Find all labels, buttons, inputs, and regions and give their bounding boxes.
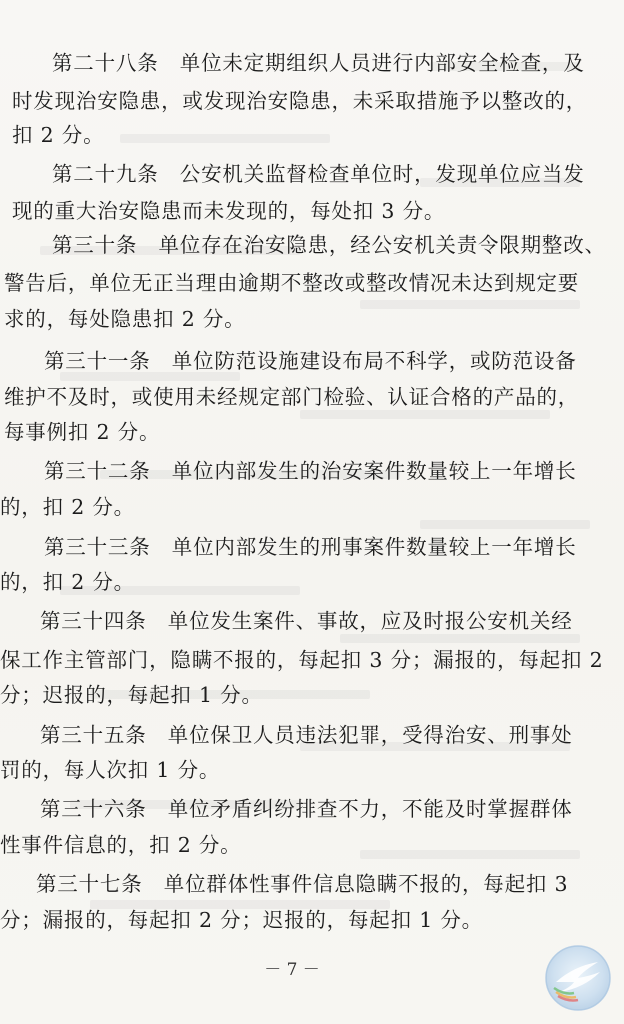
article-29-line-1: 第二十九条 公安机关监督检查单位时，发现单位应当发 [52, 162, 585, 186]
article-30-line-2: 警告后，单位无正当理由逾期不整改或整改情况未达到规定要 [4, 271, 580, 295]
article-37-line-1: 第三十七条 单位群体性事件信息隐瞒不报的，每起扣 3 [36, 872, 569, 896]
article-30-line-3: 求的，每处隐患扣 2 分。 [4, 307, 246, 331]
article-30-line-1: 第三十条 单位存在治安隐患，经公安机关责令限期整改、 [52, 233, 606, 257]
article-36-line-2: 性事件信息的，扣 2 分。 [0, 833, 242, 857]
article-28-line-2: 时发现治安隐患，或发现治安隐患，未采取措施予以整改的， [12, 89, 588, 113]
article-28-line-3: 扣 2 分。 [12, 123, 105, 147]
article-34-line-1: 第三十四条 单位发生案件、事故，应及时报公安机关经 [40, 609, 573, 633]
page-number: － 7 － [264, 960, 320, 980]
logo-watermark-icon [538, 942, 614, 1018]
article-31-line-3: 每事例扣 2 分。 [4, 420, 161, 444]
article-28-line-1: 第二十八条 单位未定期组织人员进行内部安全检查，及 [52, 51, 585, 75]
article-31-line-2: 维护不及时，或使用未经规定部门检验、认证合格的产品的， [4, 385, 580, 409]
article-36-line-1: 第三十六条 单位矛盾纠纷排查不力，不能及时掌握群体 [40, 797, 573, 821]
article-35-line-1: 第三十五条 单位保卫人员违法犯罪，受得治安、刑事处 [40, 723, 573, 747]
article-32-line-1: 第三十二条 单位内部发生的治安案件数量较上一年增长 [44, 459, 577, 483]
article-34-line-2: 保工作主管部门，隐瞒不报的，每起扣 3 分；漏报的，每起扣 2 [0, 648, 604, 672]
article-33-line-1: 第三十三条 单位内部发生的刑事案件数量较上一年增长 [44, 535, 577, 559]
article-29-line-2: 现的重大治安隐患而未发现的，每处扣 3 分。 [12, 199, 446, 223]
article-34-line-3: 分；迟报的，每起扣 1 分。 [0, 683, 263, 707]
article-32-line-2: 的，扣 2 分。 [0, 495, 135, 519]
article-37-line-2: 分；漏报的，每起扣 2 分；迟报的，每起扣 1 分。 [0, 908, 483, 932]
article-35-line-2: 罚的，每人次扣 1 分。 [0, 758, 221, 782]
article-33-line-2: 的，扣 2 分。 [0, 570, 135, 594]
article-31-line-1: 第三十一条 单位防范设施建设布局不科学，或防范设备 [44, 349, 577, 373]
